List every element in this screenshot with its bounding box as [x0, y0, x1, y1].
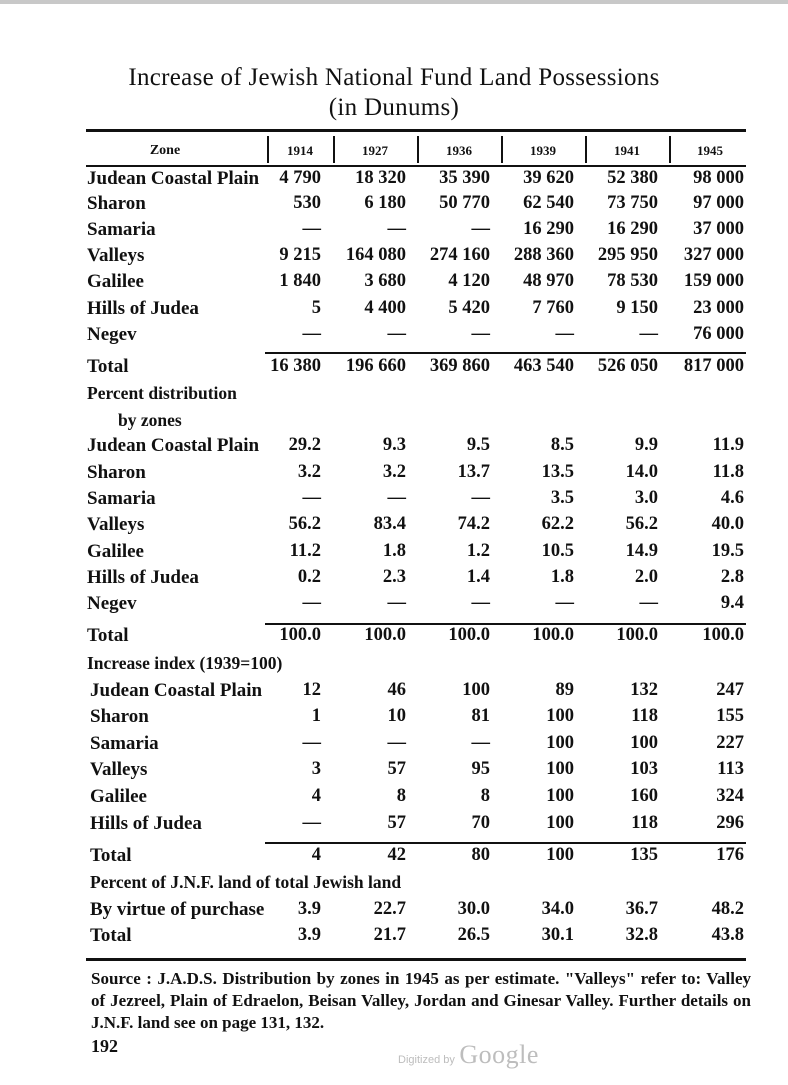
- table-cell: 4: [311, 845, 321, 865]
- table-cell: —: [555, 593, 574, 613]
- row-label: Judean Coastal Plain: [87, 435, 260, 456]
- header-year: 1939: [530, 143, 556, 158]
- table-cell: 39 620: [523, 168, 574, 188]
- table-cell: 1.4: [466, 567, 490, 587]
- header-zone: Zone: [149, 143, 181, 158]
- table-cell: 11.2: [289, 541, 321, 561]
- table-cell: —: [302, 813, 321, 833]
- table-row: [0, 356, 788, 382]
- table-cell: 369 860: [429, 356, 490, 376]
- table-cell: —: [639, 324, 658, 344]
- table-cell: 164 080: [345, 245, 406, 265]
- table-cell: 3.2: [297, 462, 321, 482]
- table-cell: 4: [311, 786, 321, 806]
- table-cell: 817 000: [683, 356, 744, 376]
- table-row: [0, 324, 788, 350]
- table-cell: 32.8: [625, 925, 658, 945]
- table-cell: 23 000: [693, 298, 744, 318]
- table-cell: 29.2: [288, 435, 321, 455]
- table-cell: —: [387, 324, 406, 344]
- header-year: 1941: [614, 143, 640, 158]
- table-cell: —: [302, 733, 321, 753]
- header-bottom-rule: [86, 165, 746, 167]
- table-cell: 73 750: [607, 193, 658, 213]
- table-cell: 2.0: [634, 567, 658, 587]
- table-cell: 7 760: [532, 298, 574, 318]
- section-heading-label: Percent of J.N.F. land of total Jewish land: [90, 872, 402, 892]
- table-cell: —: [555, 324, 574, 344]
- table-cell: 2.8: [720, 567, 744, 587]
- row-label: Galilee: [90, 786, 147, 807]
- table-cell: 9.5: [466, 435, 490, 455]
- table-cell: —: [302, 219, 321, 239]
- table-cell: 3: [311, 759, 321, 779]
- table-cell: 9.9: [634, 435, 658, 455]
- table-cell: 0.2: [297, 567, 321, 587]
- watermark: [398, 1040, 539, 1070]
- table-cell: 48.2: [711, 899, 744, 919]
- table-cell: 8: [396, 786, 406, 806]
- table-cell: 530: [293, 193, 321, 213]
- table-row: [0, 845, 788, 871]
- table-cell: 155: [716, 706, 744, 726]
- table-cell: 227: [716, 733, 744, 753]
- table-cell: 3.5: [550, 488, 574, 508]
- row-label: Judean Coastal Plain: [90, 680, 263, 701]
- table-cell: 43.8: [711, 925, 744, 945]
- table-cell: 100: [462, 680, 490, 700]
- table-cell: 10: [387, 706, 406, 726]
- table-cell: —: [387, 733, 406, 753]
- table-cell: 10.5: [541, 541, 574, 561]
- table-row: [0, 733, 788, 759]
- table-cell: 21.7: [373, 925, 406, 945]
- section-heading-label: by zones: [118, 410, 182, 430]
- table-cell: 100.0: [279, 625, 321, 645]
- table-row: [0, 245, 788, 271]
- row-label: Total: [90, 845, 132, 866]
- table-cell: 1.2: [466, 541, 490, 561]
- table-cell: 526 050: [597, 356, 658, 376]
- row-label: Judean Coastal Plain: [87, 168, 260, 189]
- watermark-digitized: Digitized by: [398, 1054, 455, 1066]
- table-cell: 9 215: [279, 245, 321, 265]
- table-row: [0, 168, 788, 194]
- table-cell: 100: [546, 733, 574, 753]
- table-cell: 100: [546, 759, 574, 779]
- table-cell: 16 290: [523, 219, 574, 239]
- page-number: 192: [91, 1036, 118, 1056]
- table-cell: 295 950: [597, 245, 658, 265]
- table-row: [0, 219, 788, 245]
- table-cell: 100: [546, 845, 574, 865]
- table-cell: 118: [631, 706, 658, 726]
- row-label: Valleys: [90, 759, 148, 780]
- table-cell: 57: [387, 759, 406, 779]
- table-cell: 1 840: [279, 271, 321, 291]
- table-cell: 14.9: [625, 541, 658, 561]
- row-label: Hills of Judea: [87, 298, 199, 319]
- source-note: Source : J.A.D.S. Distribution by zones in 1945 as per estimate. "Valleys" refer to: Valley of Jezreel, Plain of Edraelon, Beisan Valley, Jordan and Ginesar Valley. Further details on J.N.F. land see on page 131, 132.: [91, 969, 751, 1032]
- row-label: Sharon: [90, 706, 149, 727]
- table-cell: 196 660: [345, 356, 406, 376]
- table-cell: 4 120: [448, 271, 490, 291]
- table-cell: 160: [630, 786, 658, 806]
- table-row: [0, 593, 788, 619]
- table-row: [0, 435, 788, 461]
- table-cell: 89: [555, 680, 574, 700]
- table-cell: 1.8: [382, 541, 406, 561]
- table-cell: 11.9: [712, 435, 744, 455]
- table-cell: 80: [471, 845, 490, 865]
- table-row: [0, 462, 788, 488]
- table-cell: 100: [630, 733, 658, 753]
- table-cell: 22.7: [373, 899, 406, 919]
- table-cell: 3.9: [297, 925, 321, 945]
- table-cell: 97 000: [693, 193, 744, 213]
- page-title: Increase of Jewish National Fund Land Possessions: [128, 64, 660, 91]
- table-cell: 135: [630, 845, 658, 865]
- table-cell: —: [387, 593, 406, 613]
- table-cell: 3.0: [634, 488, 658, 508]
- row-label: Sharon: [87, 462, 146, 483]
- table-row: [0, 625, 788, 651]
- table-bottom-rule: [86, 958, 746, 961]
- table-cell: 132: [630, 680, 658, 700]
- table-cell: 4 400: [364, 298, 406, 318]
- row-label: Hills of Judea: [87, 567, 199, 588]
- top-border: [0, 0, 788, 4]
- row-label: Samaria: [87, 488, 156, 509]
- table-cell: 48 970: [523, 271, 574, 291]
- table-cell: 37 000: [693, 219, 744, 239]
- table-row: [0, 759, 788, 785]
- header-year: 1914: [287, 143, 313, 158]
- table-cell: 34.0: [541, 899, 574, 919]
- table-cell: —: [387, 219, 406, 239]
- total-rule: [265, 842, 746, 844]
- total-rule: [265, 352, 746, 354]
- table-cell: 9 150: [616, 298, 658, 318]
- table-cell: 11.8: [712, 462, 744, 482]
- table-row: [0, 899, 788, 925]
- table-cell: 30.0: [457, 899, 490, 919]
- table-cell: 1.8: [550, 567, 574, 587]
- table-row: [0, 193, 788, 219]
- table-cell: 78 530: [607, 271, 658, 291]
- row-label: Hills of Judea: [90, 813, 202, 834]
- section-heading: [0, 653, 788, 679]
- table-cell: 26.5: [457, 925, 490, 945]
- table-cell: 18 320: [355, 168, 406, 188]
- table-cell: 100.0: [448, 625, 490, 645]
- row-label: Sharon: [87, 193, 146, 214]
- table-row: [0, 541, 788, 567]
- row-label: Negev: [87, 324, 137, 345]
- table-cell: —: [302, 593, 321, 613]
- table-cell: 3 680: [364, 271, 406, 291]
- watermark-google: Google: [459, 1040, 539, 1069]
- table-cell: —: [302, 488, 321, 508]
- table-cell: 16 290: [607, 219, 658, 239]
- table-cell: 19.5: [711, 541, 744, 561]
- table-row: [0, 271, 788, 297]
- table-cell: 247: [716, 680, 744, 700]
- table-cell: —: [471, 593, 490, 613]
- table-cell: 4 790: [279, 168, 321, 188]
- table-row: [0, 298, 788, 324]
- table-cell: 176: [716, 845, 744, 865]
- table-cell: 56.2: [625, 514, 658, 534]
- table-cell: 100.0: [616, 625, 658, 645]
- table-cell: 463 540: [513, 356, 574, 376]
- table-cell: 100.0: [532, 625, 574, 645]
- table-row: [0, 813, 788, 839]
- table-cell: 50 770: [439, 193, 490, 213]
- header-year: 1945: [697, 143, 723, 158]
- table-cell: 46: [387, 680, 406, 700]
- table-cell: 57: [387, 813, 406, 833]
- row-label: Negev: [87, 593, 137, 614]
- row-label: Samaria: [90, 733, 159, 754]
- table-row: [0, 786, 788, 812]
- table-cell: 100: [546, 786, 574, 806]
- row-label: Valleys: [87, 245, 145, 266]
- row-label: Total: [90, 925, 132, 946]
- table-cell: 98 000: [693, 168, 744, 188]
- table-cell: 81: [471, 706, 490, 726]
- table-cell: 62.2: [541, 514, 574, 534]
- table-cell: 40.0: [711, 514, 744, 534]
- table-cell: —: [387, 488, 406, 508]
- table-cell: 100: [546, 813, 574, 833]
- table-cell: 30.1: [541, 925, 574, 945]
- table-cell: 76 000: [693, 324, 744, 344]
- table-cell: 3.2: [382, 462, 406, 482]
- table-cell: 14.0: [625, 462, 658, 482]
- table-row: [0, 925, 788, 951]
- table-cell: 8: [480, 786, 490, 806]
- table-cell: 6 180: [364, 193, 406, 213]
- table-cell: —: [471, 488, 490, 508]
- table-cell: 35 390: [439, 168, 490, 188]
- table-cell: —: [471, 324, 490, 344]
- section-heading: [0, 872, 788, 898]
- table-cell: 327 000: [683, 245, 744, 265]
- table-cell: 100.0: [702, 625, 744, 645]
- row-label: Total: [87, 625, 129, 646]
- row-label: Galilee: [87, 271, 144, 292]
- table-cell: 70: [471, 813, 490, 833]
- table-cell: 100.0: [364, 625, 406, 645]
- table-cell: 274 160: [429, 245, 490, 265]
- table-cell: 95: [471, 759, 490, 779]
- table-cell: 13.7: [457, 462, 490, 482]
- row-label: Total: [87, 356, 129, 377]
- table-cell: 103: [630, 759, 658, 779]
- table-row: [0, 567, 788, 593]
- section-heading-label: Increase index (1939=100): [87, 653, 283, 673]
- table-cell: 83.4: [373, 514, 406, 534]
- header-year: 1936: [446, 143, 472, 158]
- row-label: By virtue of purchase: [90, 899, 265, 920]
- table-cell: 100: [546, 706, 574, 726]
- table-cell: 52 380: [607, 168, 658, 188]
- table-cell: 62 540: [523, 193, 574, 213]
- section-heading: [0, 410, 788, 436]
- table-cell: 36.7: [625, 899, 658, 919]
- table-cell: 288 360: [513, 245, 574, 265]
- table-row: [0, 488, 788, 514]
- table-row: [0, 680, 788, 706]
- table-cell: 1: [311, 706, 321, 726]
- page-subtitle: (in Dunums): [328, 94, 460, 121]
- table-cell: 12: [302, 680, 321, 700]
- table-cell: 9.4: [720, 593, 744, 613]
- section-heading-label: Percent distribution: [87, 383, 237, 403]
- table-cell: —: [471, 219, 490, 239]
- table-cell: 13.5: [541, 462, 574, 482]
- table-cell: 16 380: [270, 356, 321, 376]
- table-cell: 8.5: [550, 435, 574, 455]
- table-row: [0, 706, 788, 732]
- table-cell: 324: [716, 786, 744, 806]
- table-top-rule: [86, 129, 746, 132]
- table-cell: 3.9: [297, 899, 321, 919]
- table-cell: 159 000: [683, 271, 744, 291]
- table-cell: 118: [631, 813, 658, 833]
- table-cell: 74.2: [457, 514, 490, 534]
- row-label: Valleys: [87, 514, 145, 535]
- table-cell: 296: [716, 813, 744, 833]
- header-year: 1927: [362, 143, 388, 158]
- table-cell: —: [471, 733, 490, 753]
- table-cell: —: [639, 593, 658, 613]
- section-heading: [0, 383, 788, 409]
- row-label: Galilee: [87, 541, 144, 562]
- table-cell: 113: [717, 759, 744, 779]
- table-row: [0, 514, 788, 540]
- table-cell: 5 420: [448, 298, 490, 318]
- table-cell: 2.3: [382, 567, 406, 587]
- table-cell: —: [302, 324, 321, 344]
- table-cell: 42: [387, 845, 406, 865]
- table-cell: 9.3: [382, 435, 406, 455]
- table-cell: 5: [311, 298, 321, 318]
- table-cell: 4.6: [720, 488, 744, 508]
- table-cell: 56.2: [288, 514, 321, 534]
- row-label: Samaria: [87, 219, 156, 240]
